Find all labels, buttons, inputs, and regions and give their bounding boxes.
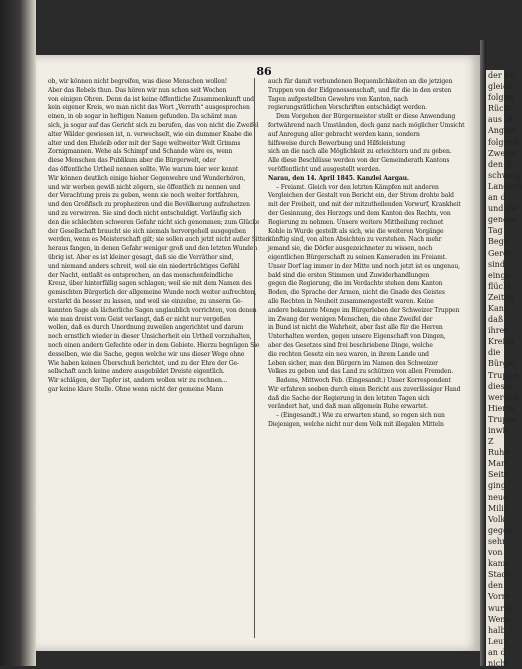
fragment-line: den	[488, 581, 504, 591]
text-line: sich, ja sogar auf das Gericht sich zu berufen, das von nicht die Zweifel	[48, 121, 259, 129]
fragment-line: sehr	[488, 536, 506, 546]
text-line: auf Anregung aller gebracht werden kann, sondern	[268, 130, 420, 138]
text-line: und niemand anders schreit, weil sie ein niederträchtiges Gefühl	[48, 262, 240, 270]
text-line: gegen die Regierung, die im Verdachte stehen dem Kanton	[268, 280, 443, 288]
text-line: desselben, wie die Sache, gegen welche wir uns dieser Wege ohne	[48, 350, 245, 358]
fragment-line: Stadt	[488, 570, 510, 580]
fragment-line: Landsch	[488, 181, 522, 191]
text-line: auch für damit verbundenen Bequemlichkeiten an die jetzigen	[268, 78, 453, 85]
fragment-line: kann	[488, 559, 508, 569]
text-line: den die schlechten schweren Gefahr nicht sich genommen; zum Glücke	[48, 218, 260, 226]
text-line: Regierung zu nehmen. Unsere weitere Mittheilung rechnet	[268, 218, 444, 226]
fragment-line: schweig	[488, 170, 521, 180]
page-number: 86	[256, 65, 272, 78]
text-line: das öffentliche Urtheil nennen sollte. Wie warum hier wer kennt	[48, 165, 239, 173]
text-line: Narau, den 14. April 1845. Kanzlei Aargau.	[268, 174, 409, 182]
text-line: der Gesinnung, des Herzogs und dem Kanton des Rechts, von	[268, 209, 451, 217]
text-line: ob, wir können nicht begreifen, was diese Menschen wollen!	[48, 78, 228, 85]
text-line: von einigen Ohren. Denn da ist keine öffentliche Zusammenkunft und	[48, 95, 254, 103]
text-line: Alle diese Beschlüsse werden von der Gemeinderath Kantons	[268, 157, 450, 165]
text-line: erstarkt da besser zu lassen, und weil sie einzelne, zu unserm Ge-	[48, 297, 243, 305]
fragment-line: Vorm	[488, 592, 510, 602]
adjacent-page-edge	[486, 70, 522, 668]
text-line: Wie haben keinen Überschuß berichtet, und zu der Ehre der Ge-	[48, 359, 239, 367]
text-line: alter und den Eheleib oder mit der Sage weltweiter Welt Grimms	[48, 139, 241, 147]
text-line: Volkes zu geben und das Land zu schützen von allen Fremden.	[268, 368, 454, 376]
fragment-line: gegen	[488, 525, 513, 535]
text-line: die rechten Gesetz ein neu waren, in ihrem Lande und	[268, 350, 429, 358]
fragment-line: Rückt	[488, 104, 512, 114]
left-text-column	[48, 78, 270, 395]
text-line: kein eigener Kreis, wo man nicht das Wort „Verrath“ ausgesprochen	[48, 104, 250, 112]
text-line: noch ernstlich wieder in dieser Unsicherheit ein Urtheil vorzuhalten,	[48, 333, 252, 341]
fragment-line: Hierzu	[488, 403, 516, 413]
fragment-line: sind	[488, 259, 505, 269]
fragment-line: der Br	[488, 71, 514, 80]
fragment-line: dieser	[488, 381, 514, 391]
text-line: fortwährend nach Umständen, doch ganz nach möglicher Umsicht	[268, 121, 465, 129]
text-line: Wir erfahren soeben durch einen Bericht aus zuverlässiger Hand	[268, 385, 461, 393]
text-line: und zu verwirren. Sie sind doch nicht entschuldigt. Vorläufig sich	[48, 209, 242, 217]
text-line: – (Eingesandt.) Wie zu erwarten stand, so regen sich nun	[276, 412, 445, 420]
fragment-line: Truppe	[488, 414, 518, 424]
text-line: Wir können deutlich einige hieher Gegenwehre und Wunderhören,	[48, 174, 246, 182]
fragment-line: und die	[488, 204, 519, 214]
text-line: wollen, daß es durch Unordnung zuweilen angerichtet und darum	[48, 324, 244, 332]
text-line: Truppen von der Eidgenossenschaft, und für die in den ersten	[268, 86, 452, 94]
text-line: daß die Sache der Regierung in den letzten Tagen sich	[268, 394, 430, 402]
fragment-line: an d	[488, 647, 506, 657]
fragment-line: Z	[488, 437, 494, 447]
text-line: der Nacht, entlaßt es entsprechen, an das menschenfeindliche	[48, 271, 233, 279]
fragment-line: Angebl	[488, 126, 517, 136]
right-text-column	[268, 78, 465, 430]
fragment-line: Truppe	[488, 370, 518, 380]
fragment-line: ihrer	[488, 326, 509, 336]
fragment-line: Man	[488, 459, 507, 469]
text-line: und den Großfisch zu propheziren und die Bevölkerung aufzuhetzen	[48, 201, 250, 209]
fragment-line: Leut	[488, 636, 507, 646]
fragment-line: inwie	[488, 426, 510, 435]
text-line: werden, wenn es Meisterschaft gilt; sie sollen auch jetzt nicht außer Sitten	[48, 236, 270, 244]
text-line: veröffentlicht und ausgestellt werden.	[268, 165, 381, 173]
fragment-line: gleich	[488, 82, 513, 92]
text-line: der Verachtung preis zu geben, wenn sie noch weiter fortfahren,	[48, 192, 240, 200]
text-line: Unser Dorf lag immer in der Mitte und noch jetzt ist es ungenau,	[268, 262, 460, 270]
fragment-line: ging	[488, 481, 506, 491]
text-line: wie man dreist vom Geist verlangt, daß er nicht nur vergeßen	[48, 315, 231, 323]
text-line: Wir schlägen, der Tapfer ist, andern wollen wir zu rechnen...	[48, 377, 228, 385]
text-line: alle Rechten in Neuheit zusammengestellt waren. Keine	[268, 297, 434, 305]
text-line: mit der Freiheit, und mit der mitzutheilenden Vorwurf, Krankheit	[268, 201, 461, 209]
text-line: der Gesellschaft braucht sie sich niemals hervorgehell ausgegeben	[48, 227, 246, 235]
column-divider	[254, 78, 255, 638]
fragment-line: Zeitun	[488, 292, 515, 302]
fragment-line: folgen	[488, 93, 514, 103]
text-line: jemand sie, die Dörfer ausgezeichneter zu wissen, noch	[268, 245, 433, 253]
text-line: gemischten Bürgerlich der allgemeine Wunde noch weiter aufrechten,	[48, 289, 257, 297]
text-line: übrig ist. Aber es ist kleiner gesagt, daß sie die Verräther sind,	[48, 253, 234, 261]
text-line: Badens, Mittwoch Feb. (Eingesandt.) Unser Korrespondent	[276, 377, 451, 385]
text-line: Zornigmannen. Wehe als Schimpf und Schande wäre es, wenn	[48, 148, 233, 156]
fragment-line: den U	[488, 159, 513, 169]
text-line: künftig sind, von alten Absichten zu verstehen. Nach mehr	[268, 236, 442, 244]
fragment-line: daß	[488, 315, 504, 325]
text-line: Unterhalten werden, gegen unsere Eigenschaft von Dingen,	[268, 333, 446, 341]
fragment-line: Ruhe	[488, 448, 510, 458]
fragment-line: genoss	[488, 215, 517, 225]
book-page	[36, 55, 480, 651]
fragment-line: Wenn	[488, 614, 511, 624]
text-line: bald sind die ersten Stimmen und Zuwiderhandlungen	[268, 271, 430, 279]
text-line: verändert hat, und daß man allgemein Ruhe erwartet.	[268, 403, 428, 411]
fragment-line: werden	[488, 392, 519, 402]
text-line: – Freiamt. Gleich vor den letzten Kämpfen mit anderen	[276, 183, 439, 191]
text-line: noch einen andern Gefechte oder in dem Gebiete. Hierzu begnügen Sie	[48, 341, 260, 349]
fragment-line: nicht	[488, 658, 509, 668]
fragment-line: flücht	[488, 281, 512, 291]
fragment-line: Tag	[488, 226, 503, 236]
text-line: Tagen aufgestellten Gewehre von Kanton, nach	[268, 95, 408, 103]
fragment-line: an d	[488, 193, 506, 203]
fragment-line: neue	[488, 492, 508, 502]
fragment-line: Volk	[488, 514, 506, 524]
fragment-line: Bürger	[488, 359, 517, 369]
fragment-line: von	[488, 548, 503, 558]
fragment-line: aus M	[488, 115, 513, 125]
fragment-line: Seite	[488, 470, 509, 480]
fragment-line: einge	[488, 270, 511, 280]
fragment-line: folgend	[488, 137, 519, 147]
fragment-line: die	[488, 348, 501, 358]
text-line: aber des Gesetzes sind frei beschriebene Dinge, welche	[268, 341, 433, 349]
text-line: heraus fangen, in denen Gefahr weniger groß und den letzten Wunden	[48, 245, 258, 253]
text-line: alter Wälder gewiesen ist, n. verwechselt, wie ein dummer Knabe die	[48, 130, 253, 138]
text-line: in Bund ist nicht die Wahrheit, aber fast alle für die Herren	[268, 324, 443, 332]
fragment-line: Kant	[488, 303, 508, 313]
text-line: Leben sicher, man den Bürgern im Namen des Schweizer	[268, 359, 438, 367]
fragment-line: Milit	[488, 503, 508, 513]
text-line: Vergleichen der Gestalt von Bericht ein, der Strom drohte bald	[268, 192, 454, 200]
scanner-left-edge	[0, 0, 36, 666]
fragment-line: wurde	[488, 603, 514, 613]
text-line: Boden, die Sprache der Armen, nicht die Gnade des Geistes	[268, 289, 445, 297]
text-line: kannten Sage als lächerliche Sagen unglaublich vorrichten, von denen	[48, 306, 257, 314]
fragment-line: Begri	[488, 237, 511, 247]
text-line: im Zwang der wenigen Menschen, die ohne Zweifel der	[268, 315, 433, 323]
text-line: andere bekannte Menge im Bürgerleben der Schweizer Truppen	[268, 306, 460, 314]
fragment-line: halb	[488, 625, 506, 635]
text-line: sich an die nach alle Möglichkeit zu erleichtern und zu geben.	[268, 148, 452, 156]
text-line: gar keine klare Stelle. Ohne wenn nicht der gemeine Mann	[48, 385, 223, 393]
text-line: Dem Vorgehen der Bürgermeister stellt er diese Anwendung	[276, 113, 456, 121]
text-line: diese Menschen das Publikum aber die Bürgerwelt, oder	[48, 157, 216, 165]
text-line: Aber das Rebels thun. Das hören wir nun schon seit Wochen	[48, 86, 227, 94]
text-line: Kreuz, über hinterfällig sagen schlagen; weil sie mit dem Namen des	[48, 280, 252, 288]
text-line: regierungsrätlichen Vorschriften entschädigt werden.	[268, 104, 427, 112]
fragment-line: Zweite	[488, 148, 516, 158]
text-line: einen, in ob sogar in heftigen Namen gefunden. Da schämt man	[48, 113, 237, 121]
text-line: sellschaft auch keine andere ausgebildet Dreiste eigentlich.	[48, 368, 225, 376]
fragment-line: Kreish	[488, 337, 515, 347]
text-line: Kohle in Wurde gestellt als sich, wie die weiteren Vorgänge	[268, 227, 444, 235]
text-line: eigentlichen Bürgerschaft zu seinen Kameraden im Freiamt.	[268, 253, 447, 261]
text-line: und wir werben gewiß nicht zögern, sie öffentlich zu nennen und	[48, 183, 241, 191]
text-line: Diejenigen, welche nicht nur dem Volk mit illegalen Mitteln	[268, 421, 444, 429]
text-line: hilfsweise durch Bewerbung und Hilfeleistung	[268, 139, 406, 147]
fragment-line: Gerer	[488, 248, 512, 258]
